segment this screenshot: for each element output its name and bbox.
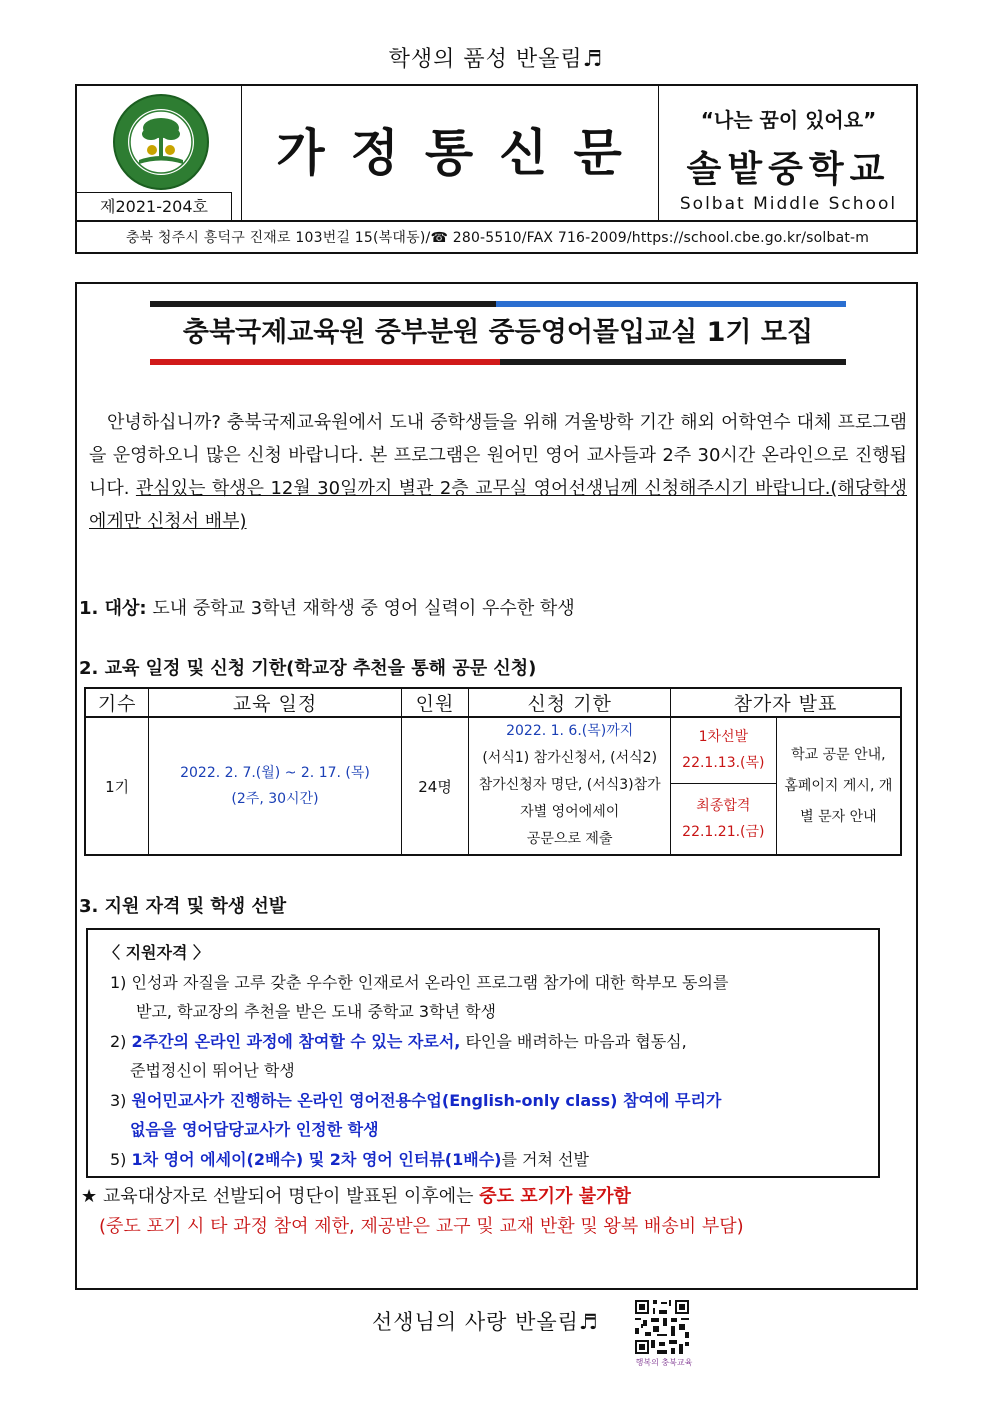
cell-cohort: 1기 (85, 717, 149, 855)
final-selection-date: 22.1.21.(금) (682, 823, 765, 840)
first-selection-date: 22.1.13.(목) (682, 755, 765, 772)
qualification-item-5 (104, 1145, 862, 1175)
cell-announce-method: 학교 공문 안내, 홈페이지 게시, 개별 문자 안내 (776, 717, 901, 855)
item5-number: 5) (110, 1149, 132, 1169)
notice-body (75, 282, 918, 1290)
title-bar-bottom (150, 359, 846, 365)
deadline-date: 2022. 1. 6.(목)까지 (506, 723, 634, 739)
intro-text: 안녕하십니까? 충북국제교육원에서 도내 중학생들을 위해 겨울방학 기간 해외 어학연수 대체 프로그램을 운영하오니 많은 신청 바랍니다. 본 프로그램은 원어민 영어 교사들과 2주 30시간 온라인으로 진행됩니다. (89, 412, 907, 499)
first-selection-label: 1차선발 (698, 729, 749, 746)
title-bar-top (150, 301, 846, 307)
col-header-count: 인원 (401, 688, 469, 717)
item2-number: 2) (110, 1031, 132, 1051)
item3-emphasis: 원어민교사가 진행하는 온라인 영어전용수업(English-only class) 참여에 무리가 (131, 1090, 722, 1110)
notice-title-banner (150, 301, 846, 365)
qualification-box (86, 928, 880, 1178)
item2-rest: 타인을 배려하는 마음과 협동심, (460, 1031, 687, 1051)
qualification-title: 〈 지원자격 〉 (104, 943, 209, 962)
bottom-motto: 선생님의 사랑 반올림♬ (372, 1310, 599, 1334)
notice-title: 충북국제교육원 중부분원 중등영어몰입교실 1기 모집 (182, 317, 814, 348)
schedule-table (84, 687, 902, 856)
qualification-item-3-cont: 없음을 영어담당교사가 인정한 학생 (130, 1120, 379, 1139)
item3-number: 3) (110, 1090, 132, 1110)
school-emblem-cell (77, 86, 242, 220)
cell-deadline (469, 717, 670, 855)
qualification-item-1: 1) 인성과 자질을 고루 갖춘 우수한 인재로서 온라인 프로그램 참가에 대한 학부모 동의를 (110, 972, 729, 992)
school-name-en: Solbat Middle School (679, 194, 898, 214)
section1-text: 도내 중학교 3학년 재학생 중 영어 실력이 우수한 학생 (146, 598, 575, 619)
top-motto: 학생의 품성 반올림♬ (388, 47, 604, 72)
item5-emphasis: 1차 영어 에세이(2배수) 및 2차 영어 인터뷰(1배수) (131, 1149, 502, 1169)
col-header-deadline: 신청 기한 (469, 688, 670, 717)
cell-schedule (149, 717, 401, 855)
section1-label: 1. 대상: (79, 598, 147, 619)
newsletter-header (75, 84, 918, 254)
final-selection-label: 최종합격 (696, 797, 751, 814)
col-header-announce: 참가자 발표 (670, 688, 901, 717)
cell-final-selection (670, 783, 776, 855)
withdrawal-note (81, 1182, 631, 1208)
schedule-dates: 2022. 2. 7.(월) ~ 2. 17. (목) (180, 765, 370, 781)
qualification-item-3 (104, 1086, 862, 1116)
schedule-duration: (2주, 30시간) (231, 791, 319, 807)
school-info-cell (659, 86, 918, 220)
cell-count: 24명 (401, 717, 469, 855)
qualification-item-2-cont: 준법정신이 뛰어난 학생 (130, 1061, 295, 1080)
col-header-schedule: 교육 일정 (149, 688, 401, 717)
doc-title: 가정통신문 (242, 86, 659, 220)
section2-heading: 2. 교육 일정 및 신청 기한(학교장 추천을 통해 공문 신청) (79, 658, 537, 679)
item5-rest: 를 거쳐 선발 (501, 1149, 589, 1169)
school-emblem-icon (111, 92, 211, 192)
section3-heading: 3. 지원 자격 및 학생 선발 (79, 896, 287, 917)
qr-code-icon[interactable] (633, 1298, 691, 1356)
issue-number: 제2021-204호 (77, 192, 232, 220)
section1 (79, 594, 575, 620)
deadline-submit: 공문으로 제출 (526, 831, 613, 847)
school-address: 충북 청주시 흥덕구 진재로 103번길 15(복대동)/☎ 280-5510/FAX 716-2009/https://school.cbe.go.kr/solbat-m (77, 220, 918, 254)
withdrawal-note-emphasis: 중도 포기가 불가함 (479, 1186, 631, 1207)
school-name: 솔밭중학교 (686, 149, 891, 190)
qualification-item-2 (104, 1027, 862, 1057)
cell-first-selection (670, 717, 776, 783)
withdrawal-penalty: (중도 포기 시 타 과정 참여 제한, 제공받은 교구 및 교재 반환 및 왕복 배송비 부담) (99, 1216, 744, 1237)
item2-emphasis: 2주간의 온라인 과정에 참여할 수 있는 자로서, (131, 1031, 461, 1051)
col-header-cohort: 기수 (85, 688, 149, 717)
school-slogan: “나는 꿈이 있어요” (700, 108, 877, 132)
intro-deadline-text: 관심있는 학생은 12월 30일까지 별관 2층 교무실 영어선생님께 신청해주시기 바랍니다.(해당학생에게만 신청서 배부) (89, 478, 907, 532)
intro-paragraph (89, 406, 907, 538)
qr-caption: 행복의 충북교육 (635, 1358, 693, 1367)
qualification-item-1-cont: 받고, 학교장의 추천을 받은 도내 중학교 3학년 학생 (136, 1002, 496, 1021)
deadline-documents: (서식1) 참가신청서, (서식2) 참가신청자 명단, (서식3)참가자별 영어에세이 (478, 750, 661, 820)
withdrawal-note-text: ★ 교육대상자로 선발되어 명단이 발표된 이후에는 (81, 1186, 480, 1207)
